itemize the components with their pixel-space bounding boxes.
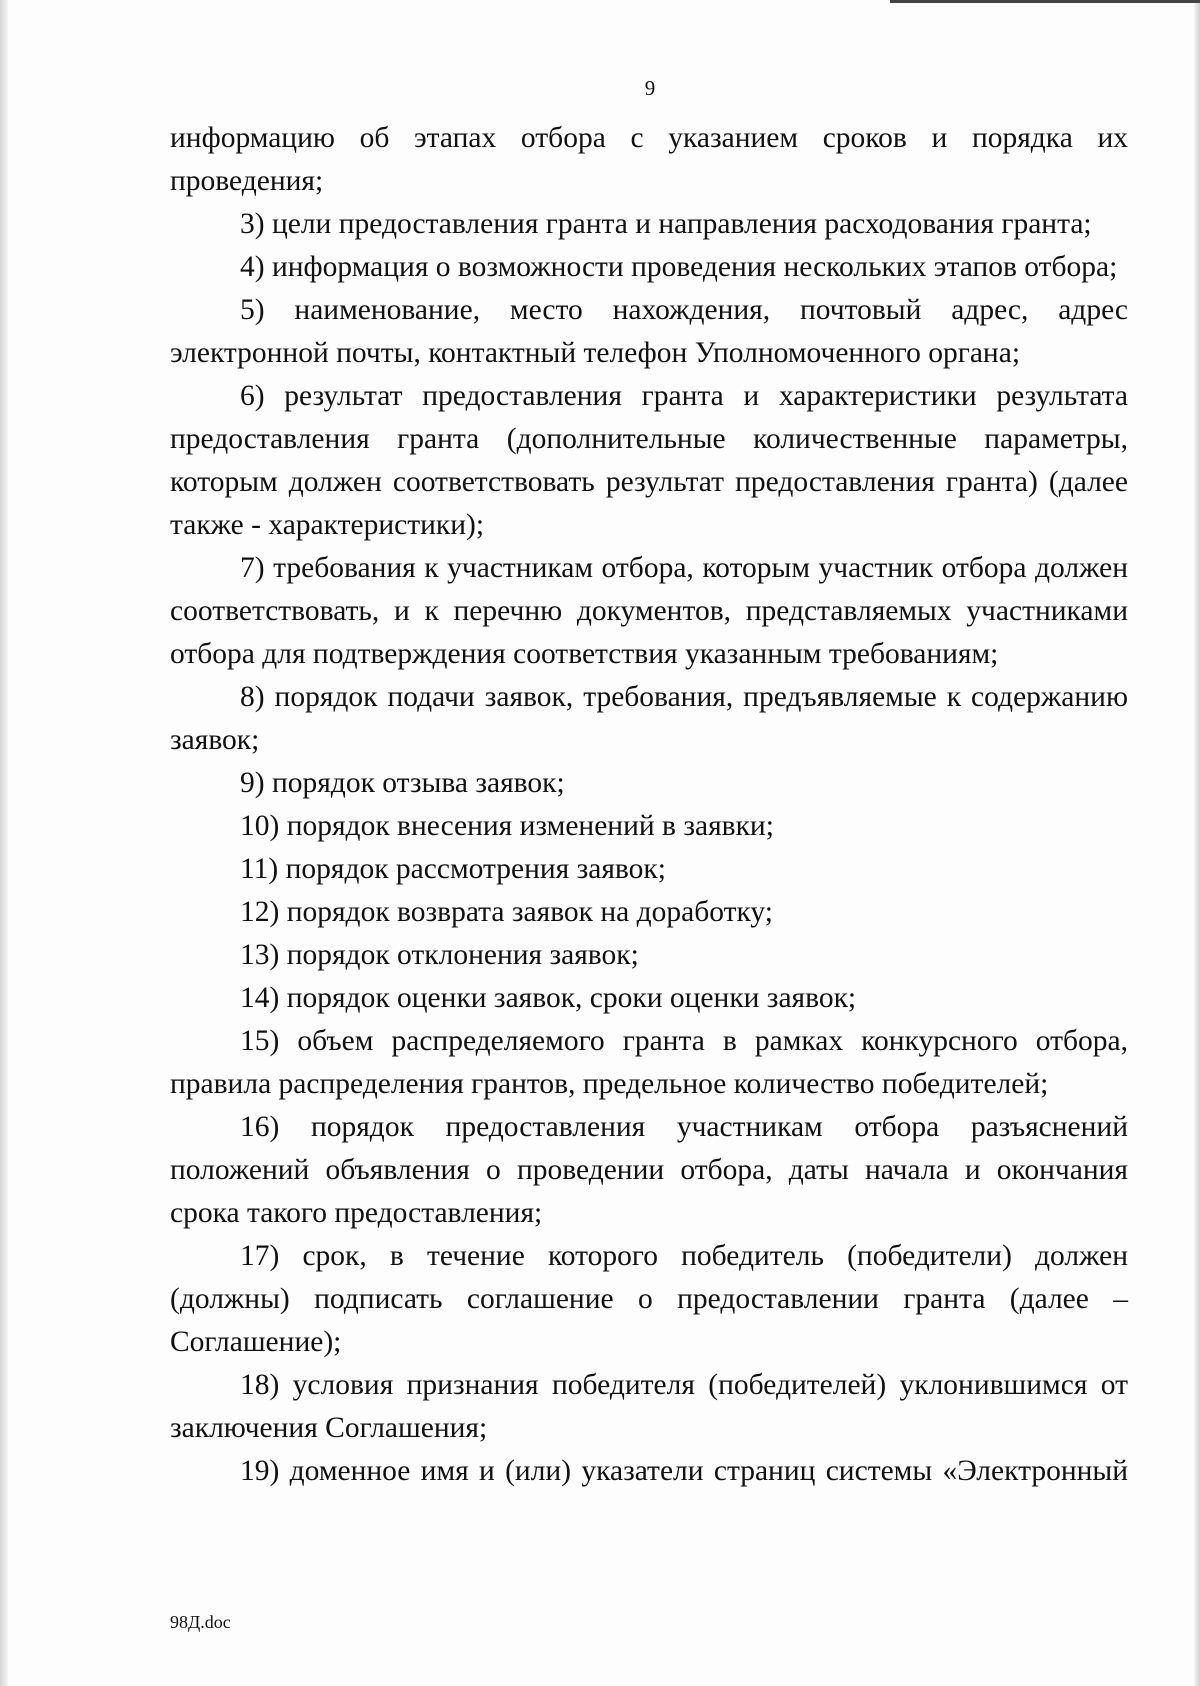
list-item-9: 9) порядок отзыва заявок; xyxy=(240,767,565,799)
list-item-5: 5) наименование, место нахождения, почтовый адрес, адрес электронной почты, контактный телефон Уполномоченного органа; xyxy=(170,294,1128,369)
list-item-18: 18) условия признания победителя (победителей) уклонившимся от заключения Соглашения; xyxy=(170,1369,1128,1444)
paragraph-continuation: информацию об этапах отбора с указанием сроков и порядка их проведения; xyxy=(170,122,1128,197)
list-item-17: 17) срок, в течение которого победитель (победители) должен (должны) подписать соглашение о предоставлении гранта (далее – Соглашение); xyxy=(170,1240,1128,1358)
footer-filename: 98Д.doc xyxy=(170,1612,231,1632)
top-rule-line xyxy=(890,0,1200,3)
list-item-4: 4) информация о возможности проведения нескольких этапов отбора; xyxy=(240,251,1118,283)
list-item-19: 19) доменное имя и (или) указатели страниц системы «Электронный xyxy=(240,1455,1128,1487)
list-item-13: 13) порядок отклонения заявок; xyxy=(240,939,639,971)
scan-edge-left xyxy=(0,0,8,1686)
list-item-14: 14) порядок оценки заявок, сроки оценки заявок; xyxy=(240,982,857,1014)
list-item-7: 7) требования к участникам отбора, которым участник отбора должен соответствовать, и к перечню документов, представляемых участниками отбора для подтверждения соответствия указанным требованиям; xyxy=(170,552,1128,670)
list-item-16: 16) порядок предоставления участникам отбора разъяснений положений объявления о проведении отбора, даты начала и окончания срока такого предоставления; xyxy=(170,1111,1128,1229)
list-item-11: 11) порядок рассмотрения заявок; xyxy=(240,853,666,885)
list-item-10: 10) порядок внесения изменений в заявки; xyxy=(240,810,774,842)
list-item-8: 8) порядок подачи заявок, требования, предъявляемые к содержанию заявок; xyxy=(170,681,1128,756)
list-item-6: 6) результат предоставления гранта и характеристики результата предоставления гранта (дополнительные количественные параметры, которым должен соответствовать результат предоставления гранта) (далее также - характеристики); xyxy=(170,380,1128,541)
list-item-3: 3) цели предоставления гранта и направления расходования гранта; xyxy=(240,208,1092,240)
body-text xyxy=(170,117,1128,1493)
list-item-12: 12) порядок возврата заявок на доработку; xyxy=(240,896,773,928)
page-number: 9 xyxy=(644,76,656,100)
list-item-15: 15) объем распределяемого гранта в рамках конкурсного отбора, правила распределения грантов, предельное количество победителей; xyxy=(170,1025,1128,1100)
scan-edge-right xyxy=(1194,0,1200,1686)
